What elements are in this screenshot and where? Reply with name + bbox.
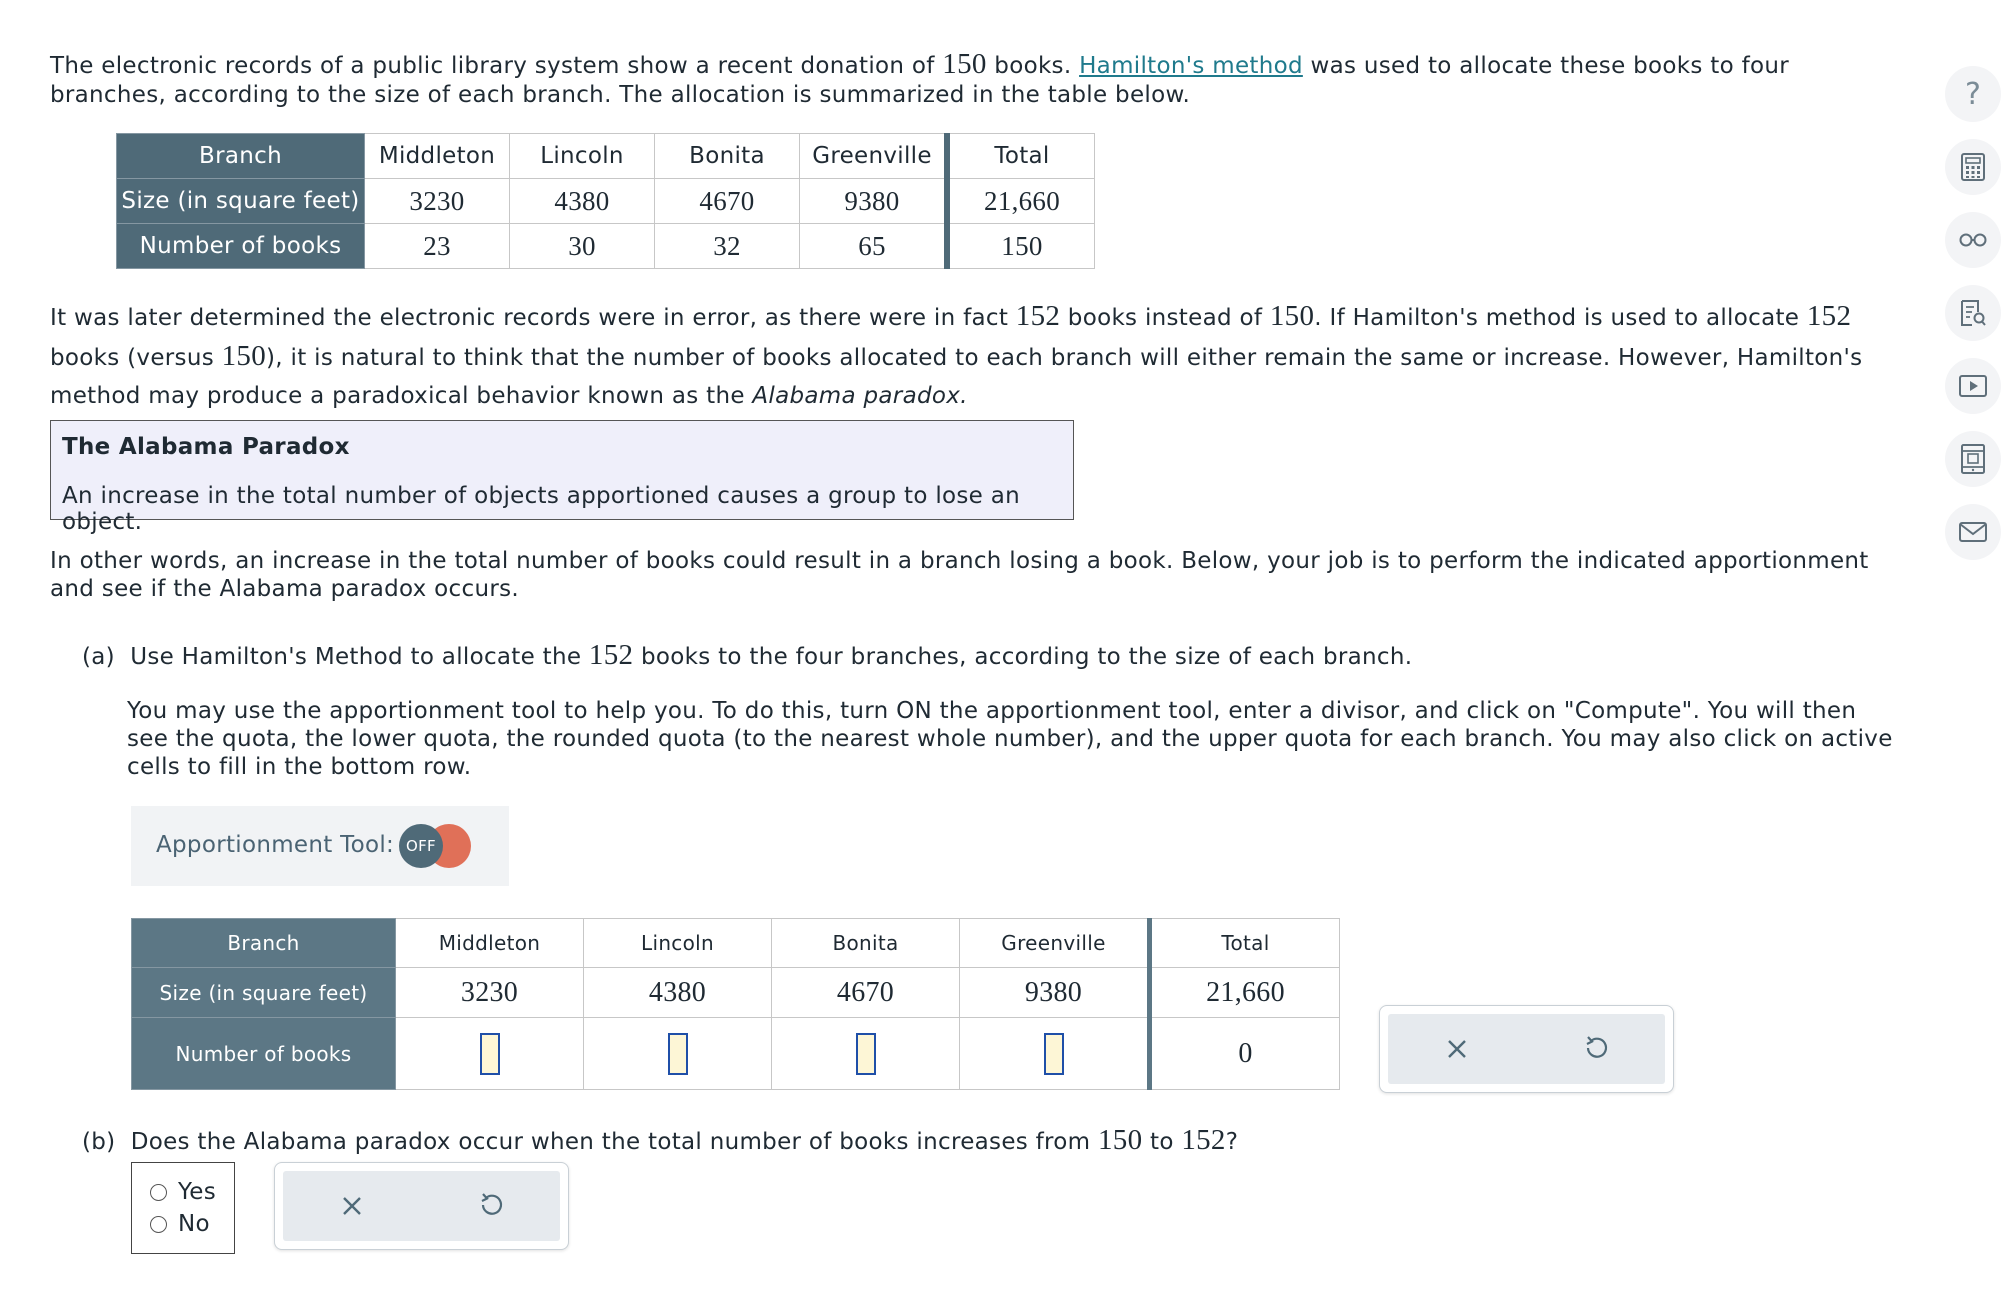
books-input-bonita-field[interactable]: [856, 1033, 876, 1075]
part-a-instructions: You may use the apportionment tool to help you. To do this, turn ON the apportionment tool, enter a divisor, and click on "Compute". You will then see the quota, the lower quota, the rounded quota (to the nearest whole number), and the upper quota for each branch. You may also click on active cells to fill in the bottom row.: [127, 698, 1893, 780]
undo-icon: [478, 1192, 504, 1220]
books-input-greenville-field[interactable]: [1044, 1033, 1064, 1075]
branch-lincoln: Lincoln: [510, 134, 655, 179]
part-b-question: (b) Does the Alabama paradox occur when the total number of books increases from 150 to 152?: [82, 1124, 1239, 1156]
size-cell: 9380: [800, 179, 948, 224]
branch-bonita: Bonita: [772, 919, 960, 968]
total-books: 0: [1150, 1018, 1340, 1090]
toggle-off-knob: OFF: [399, 824, 443, 868]
books-input-lincoln-field[interactable]: [668, 1033, 688, 1075]
hamiltons-method-link[interactable]: Hamilton's method: [1079, 53, 1303, 79]
branch-middleton: Middleton: [396, 919, 584, 968]
undo-button-a[interactable]: [1527, 1014, 1666, 1084]
header-size: Size (in square feet): [132, 968, 396, 1018]
size-cell: 4670: [655, 179, 800, 224]
other-words-paragraph: In other words, an increase in the total number of books could result in a branch losing a book. Below, your job is to perform the indicated apportionment and see if the Alabama paradox occurs.: [50, 548, 1869, 602]
option-yes[interactable]: [150, 1179, 216, 1205]
branch-greenville: Greenville: [800, 134, 948, 179]
clear-button-a[interactable]: [1388, 1014, 1527, 1084]
apportionment-tool-panel: [131, 806, 509, 886]
definition-text: An increase in the total number of objects apportioned causes a group to lose an object.: [62, 483, 1021, 535]
radio-yes[interactable]: [150, 1184, 167, 1201]
branch-greenville: Greenville: [960, 919, 1150, 968]
header-branch: Branch: [117, 134, 365, 179]
total-header: Total: [1150, 919, 1340, 968]
total-header: Total: [947, 134, 1095, 179]
worksheet-button[interactable]: [1945, 285, 2001, 341]
size-cell: 9380: [960, 968, 1150, 1018]
size-cell: 4380: [584, 968, 772, 1018]
option-yes-label: Yes: [178, 1179, 217, 1205]
option-no[interactable]: [150, 1211, 210, 1237]
total-size: 21,660: [1150, 968, 1340, 1018]
video-button[interactable]: [1945, 358, 2001, 414]
part-a-controls: [1379, 1005, 1674, 1093]
error-paragraph: It was later determined the electronic records were in error, as there were in fact 152 books instead of 150. If Hamilton's method is used to allocate 152 books (versus 150), it is natural to think that the number of books allocated to each branch will either remain the same or increase. However, Hamilton's method may produce a paradoxical behavior known as the Alabama paradox.: [50, 300, 1863, 409]
reader-button[interactable]: [1945, 212, 2001, 268]
total-books: 150: [947, 224, 1095, 269]
question-mark-icon: ?: [1965, 76, 1981, 112]
books-cell: 32: [655, 224, 800, 269]
close-icon: [341, 1195, 363, 1217]
header-branch: Branch: [132, 919, 396, 968]
envelope-icon: [1958, 521, 1988, 543]
glasses-icon: [1958, 232, 1988, 248]
size-cell: 3230: [396, 968, 584, 1018]
definition-title: The Alabama Paradox: [62, 434, 350, 460]
part-b-controls: [274, 1162, 569, 1250]
allocation-table-152: [131, 918, 1340, 1090]
textbook-button[interactable]: [1945, 431, 2001, 487]
books-cell: 23: [365, 224, 510, 269]
apportionment-tool-label: Apportionment Tool:: [156, 832, 395, 858]
branch-middleton: Middleton: [365, 134, 510, 179]
textbook-icon: [1959, 443, 1987, 475]
radio-no[interactable]: [150, 1216, 167, 1233]
part-a-question: (a) Use Hamilton's Method to allocate the 152 books to the four branches, according to the size of each branch.: [82, 639, 1413, 671]
books-input-greenville[interactable]: [960, 1018, 1150, 1090]
message-instructor-button[interactable]: [1945, 504, 2001, 560]
books-input-bonita[interactable]: [772, 1018, 960, 1090]
option-no-label: No: [178, 1211, 210, 1237]
allocation-table-150: [116, 133, 1095, 269]
calculator-icon: [1959, 152, 1987, 182]
books-cell: 65: [800, 224, 948, 269]
books-cell: 30: [510, 224, 655, 269]
play-video-icon: [1958, 374, 1988, 398]
branch-bonita: Bonita: [655, 134, 800, 179]
apportionment-tool-toggle[interactable]: [399, 824, 471, 868]
undo-button-b[interactable]: [422, 1171, 561, 1241]
books-input-middleton-field[interactable]: [480, 1033, 500, 1075]
size-cell: 4670: [772, 968, 960, 1018]
size-cell: 4380: [510, 179, 655, 224]
alabama-paradox-definition: [50, 420, 1074, 535]
document-search-icon: [1958, 298, 1988, 328]
calculator-button[interactable]: [1945, 139, 2001, 195]
books-input-lincoln[interactable]: [584, 1018, 772, 1090]
part-b-answer-group: [131, 1162, 235, 1254]
intro-paragraph: The electronic records of a public library system show a recent donation of 150 books. Hamilton's method was used to allocate these books to four branches, according to the size of each branch. The allocation is summarized in the table below.: [50, 48, 1790, 108]
help-button[interactable]: [1945, 66, 2001, 122]
branch-lincoln: Lincoln: [584, 919, 772, 968]
header-size: Size (in square feet): [117, 179, 365, 224]
books-input-middleton[interactable]: [396, 1018, 584, 1090]
undo-icon: [1583, 1035, 1609, 1063]
clear-button-b[interactable]: [283, 1171, 422, 1241]
total-size: 21,660: [947, 179, 1095, 224]
header-books: Number of books: [117, 224, 365, 269]
header-books: Number of books: [132, 1018, 396, 1090]
size-cell: 3230: [365, 179, 510, 224]
close-icon: [1446, 1038, 1468, 1060]
